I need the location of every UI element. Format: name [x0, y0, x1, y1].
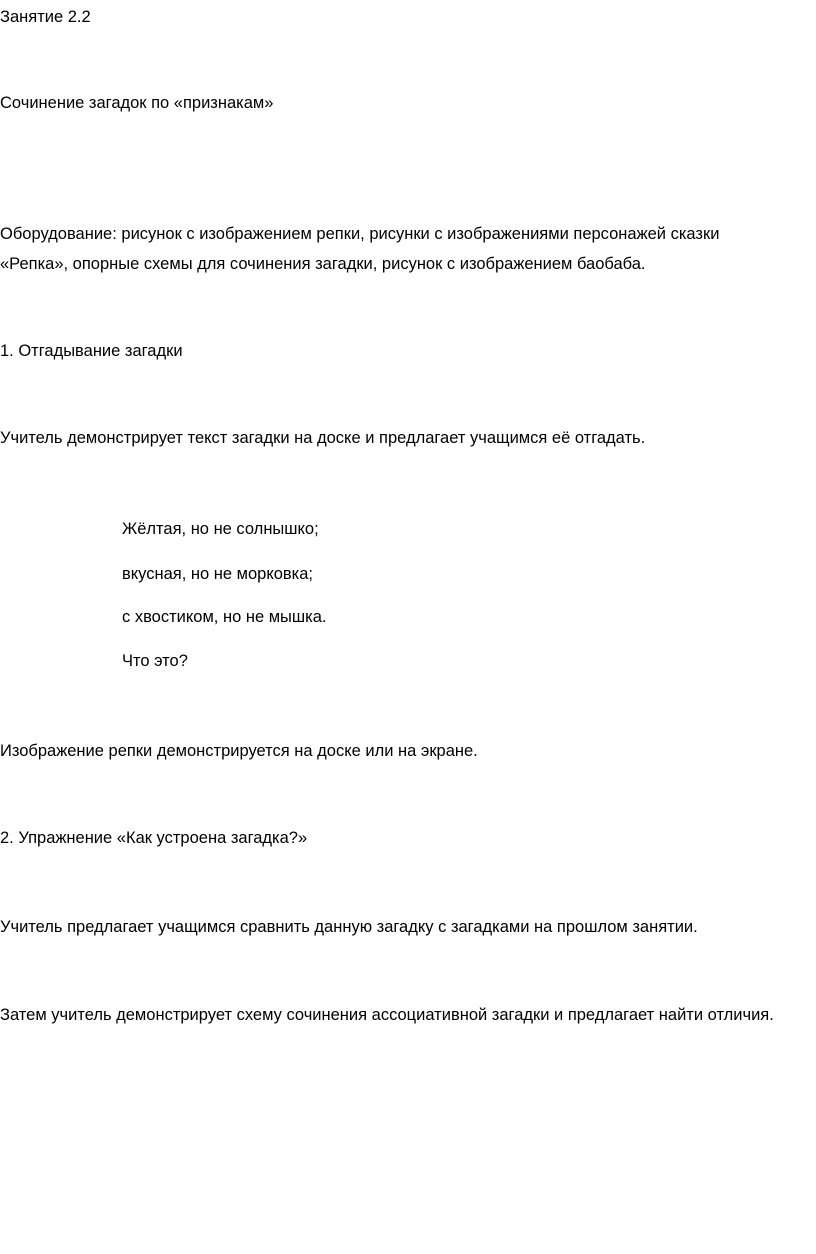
riddle-line-3: с хвостиком, но не мышка. — [122, 608, 327, 626]
section-1-after: Изображение репки демонстрируется на доске или на экране. — [0, 742, 478, 760]
section-2-text-1: Учитель предлагает учащимся сравнить данную загадку с загадками на прошлом занятии. — [0, 918, 698, 936]
riddle-line-1: Жёлтая, но не солнышко; — [122, 520, 319, 538]
equipment-paragraph: Оборудование: рисунок с изображением репки, рисунки с изображениями персонажей сказки «Репка», опорные схемы для сочинения загадки, рисунок с изображением баобаба. — [0, 225, 720, 273]
section-2-heading: 2. Упражнение «Как устроена загадка?» — [0, 829, 308, 847]
section-1-text: Учитель демонстрирует текст загадки на доске и предлагает учащимся её отгадать. — [0, 429, 646, 447]
riddle-line-4: Что это? — [122, 652, 188, 670]
riddle-line-2: вкусная, но не морковка; — [122, 565, 314, 583]
section-2-text-2: Затем учитель демонстрирует схему сочинения ассоциативной загадки и предлагает найти отличия. — [0, 1006, 774, 1024]
section-1-heading: 1. Отгадывание загадки — [0, 342, 183, 360]
lesson-title: Занятие 2.2 — [0, 8, 91, 26]
lesson-subtitle: Сочинение загадок по «признакам» — [0, 94, 274, 112]
